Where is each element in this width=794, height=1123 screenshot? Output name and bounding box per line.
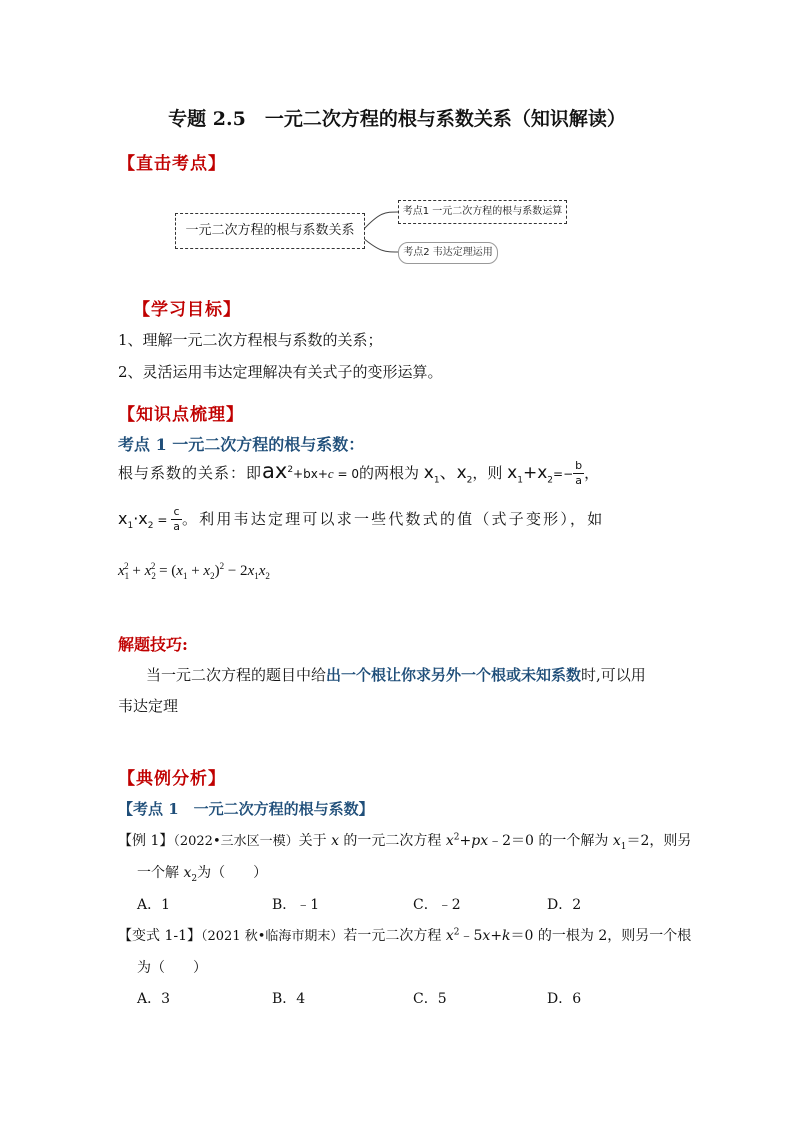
tips-heading: 解题技巧: [118,635,188,654]
kp1-text-d: 。利用韦达定理可以求一些代数式的值（式子变形），如 [181,510,605,528]
variant-1-1-line-1: 【变式 1-1】（2021 秋•临海市期末）若一元二次方程 $x^2﹣5x+k=0$ 的一根为 2，则另一个根 [118,927,692,944]
sum-of-squares-identity: $x_1^2 + x_2^2 = (x_1 + x_2)^2 - 2x_1x_2$ [118,561,270,581]
variant-1-1-tag: 【变式 1-1】 [118,928,201,944]
example-1-option-d: D．2 [547,897,582,913]
kp1-relation-line-2 [118,505,678,539]
example-1-source: （2022•三水区一模） [173,834,299,849]
variant-1-1-option-d: D．6 [547,991,582,1007]
sum-of-roots-formula: $x_1+x_2=-$ $\frac{b}{a}$ [507,458,583,487]
mindmap-child-1: 考点1 一元二次方程的根与系数运算 [398,200,567,224]
example-1-option-b: B．﹣1 [272,897,320,913]
kp1-text-a: 根与系数的关系：即 [118,464,263,482]
goal-item-2: 2、灵活运用韦达定理解决有关式子的变形运算。 [118,363,443,381]
mindmap-connectors [0,0,794,300]
kp1-heading: 考点 1 一元二次方程的根与系数： [118,435,365,454]
tips-text-a: 当一元二次方程的题目中给 [146,666,327,684]
section-examples-heading: 【典例分析】 [118,769,226,789]
example-1-line-1: 【例 1】（2022•三水区一模）关于 x 的一元二次方程 $x^2+px﹣2=0$ 的一个解为 $x_1=2$，则另 [118,832,692,852]
page-title: 专题 2.5 一元二次方程的根与系数关系（知识解读） [168,108,626,130]
variant-1-1-source: （2021 秋•临海市期末） [201,929,344,944]
example-1-line-2: 一个解 $x_2$为（ ） [137,865,268,884]
roots-expression: $x_1$、$x_2$ [423,463,473,486]
tips-text-emphasis: 出一个根让你求另外一个根或未知系数 [326,666,582,684]
product-of-roots-formula: $x_1\cdot x_2$ = $\frac{c}{a}$ [118,505,180,533]
tips-text-c: 时,可以用 [581,666,646,684]
mindmap-child-2: 考点2 韦达定理运用 [398,242,498,264]
example-1-line-2-text: 一个解 [137,865,179,881]
variant-1-1-line-2: 为（ ） [137,960,207,976]
example-topic-heading: 【考点 1 一元二次方程的根与系数】 [118,800,374,818]
goal-item-1: 1、理解一元二次方程根与系数的关系； [118,331,383,349]
kp1-text-b: 的两根为 [358,464,419,482]
example-1-tag: 【例 1】 [118,833,174,849]
mindmap-root: 一元二次方程的根与系数关系 [175,213,365,249]
example-1-option-c: C．﹣2 [413,897,461,913]
quadratic-equation: $ax^2+bx+c = 0$ [262,459,359,483]
variant-1-1-option-a: A．3 [137,991,171,1007]
kp1-relation-line-1: 根与系数的关系：即$ax^2+bx+c = 0$的两根为 $x_1$、$x_2$，则 $x_1+x_2=-$ $\frac{b}{a}$ ， [118,458,600,487]
section-goals-heading: 【学习目标】 [133,300,241,320]
section-knowledge-heading: 【知识点梳理】 [118,405,244,425]
tips-line-1 [146,664,646,685]
variant-1-1-option-c: C．5 [413,991,447,1007]
example-1-option-a: A．1 [137,897,171,913]
variant-1-1-option-b: B．4 [272,991,306,1007]
kp1-text-c: ，则 [472,464,503,482]
section-direct-heading: 【直击考点】 [118,154,226,174]
tips-line-2: 韦达定理 [118,697,179,715]
